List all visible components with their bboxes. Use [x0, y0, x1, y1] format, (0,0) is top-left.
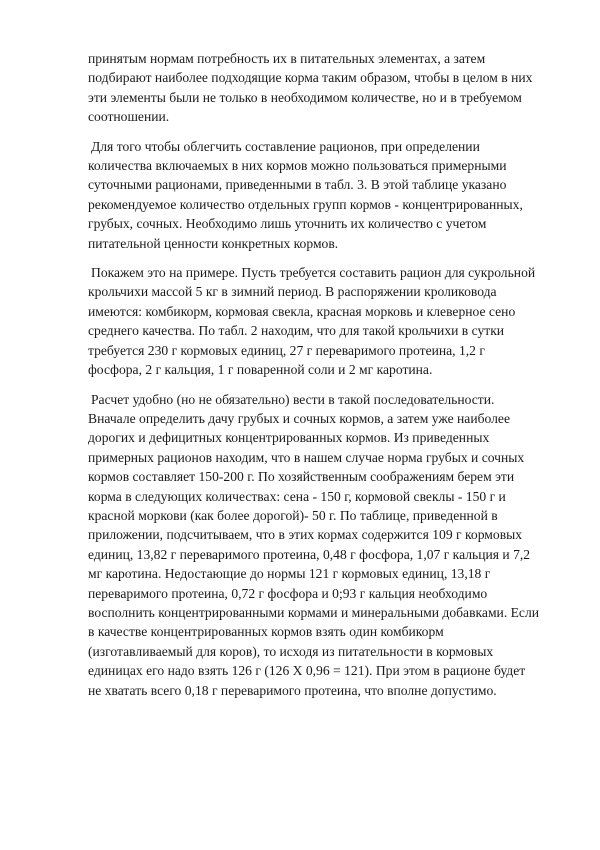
body-text [88, 49, 558, 710]
paragraph-3: Покажем это на примере. Пусть требуется составить рацион для сукрольной крольчихи массой 5 кг в зимний период. В распоряжении кроликовода имеются: комбикорм, кормовая свекла, красная морковь и клеверное сено среднего качества. По табл. 2 находим, что для такой крольчихи в сутки требуется 230 г кормовых единиц, 27 г переваримого протеина, 1,2 г фосфора, 2 г кальция, 1 г поваренной соли и 2 мг каротина. [88, 265, 536, 378]
paragraph-1: принятым нормам потребность их в питательных элементах, а затем подбирают наиболее подходящие корма таким образом, чтобы в целом в них эти элементы были не только в необходимом количестве, но и в требуемом соотношении. [88, 51, 533, 125]
paragraph-4: Расчет удобно (но не обязательно) вести в такой последовательности. Вначале определить дачу грубых и сочных кормов, а затем уже наиболее дорогих и дефицитных концентрированных кормов. Из приведенных примерных рационов находим, что в нашем случае норма грубых и сочных кормов составляет 150-200 г. По хозяйственным соображениям берем эти корма в следующих количествах: сена - 150 г, кормовой свеклы - 150 г и красной моркови (как более дорогой)- 50 г. По таблице, приведенной в приложении, подсчитываем, что в этих кормах содержится 109 г кормовых единиц, 13,82 г переваримого протеина, 0,48 г фосфора, 1,07 г кальция и 7,2 мг каротина. Недостающие до нормы 121 г кормовых единиц, 13,18 г переваримого протеина, 0,72 г фосфора и 0;93 г кальция необходимо восполнить концентрированными кормами и минеральными добавками. Если в качестве концентрированных кормов взять один комбикорм (изготавливаемый для коров), то исходя из питательности в кормовых единицах его надо взять 126 г (126 Х 0,96 = 121). При этом в рационе будет не хватать всего 0,18 г переваримого протеина, что вполне допустимо. [88, 391, 540, 698]
paragraph-2: Для того чтобы облегчить составление рационов, при определении количества включаемых в них кормов можно пользоваться примерными суточными рационами, приведенными в табл. 3. В этой таблице указано рекомендуемое количество отдельных групп кормов - концентрированных, грубых, сочных. Необходимо лишь уточнить их количество с учетом питательной ценности конкретных кормов. [88, 138, 523, 251]
